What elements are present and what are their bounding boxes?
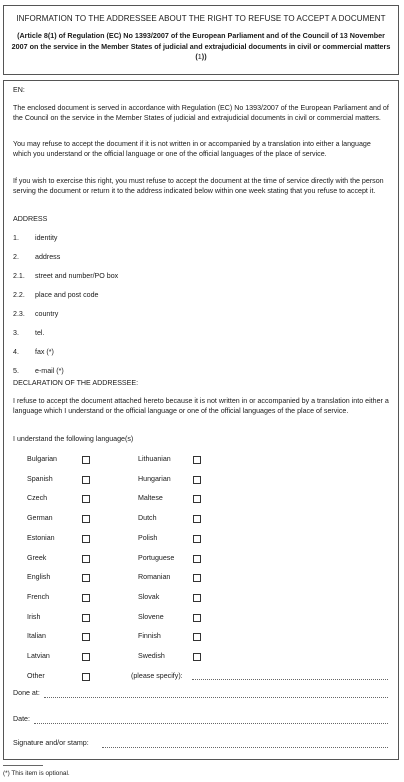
signature-label: Signature and/or stamp: <box>13 739 89 747</box>
language-checkbox-right[interactable] <box>193 594 201 602</box>
address-item-label: place and post code <box>35 291 99 299</box>
language-label-left: Irish <box>27 612 41 621</box>
language-label-left: Greek <box>27 553 47 562</box>
language-checkbox-left[interactable] <box>82 653 90 661</box>
language-checkbox-right[interactable] <box>193 633 201 641</box>
header-box <box>3 5 399 75</box>
language-label-left: Czech <box>27 494 48 503</box>
date-label: Date: <box>13 715 30 723</box>
address-item-number: 3. <box>13 329 19 337</box>
language-label-right: Slovak <box>138 592 160 601</box>
paragraph-exercise-right: If you wish to exercise this right, you must refuse to accept the document at the time of service directly with the person serving the document or return it to the address indicated below within one week stating that you refuse to accept it. <box>13 177 384 195</box>
language-label-left: Estonian <box>27 533 55 542</box>
language-checkbox-left[interactable] <box>82 515 90 523</box>
language-label-left: English <box>27 573 51 582</box>
language-checkbox-left[interactable] <box>82 456 90 464</box>
address-item-label: tel. <box>35 329 45 337</box>
done-at-label: Done at: <box>13 689 40 697</box>
language-checkbox-left[interactable] <box>82 476 90 484</box>
address-item-label: address <box>35 253 61 261</box>
language-code: EN: <box>13 86 25 94</box>
language-label-right: Dutch <box>138 514 157 523</box>
language-label-left: Bulgarian <box>27 455 57 463</box>
language-checkbox-left[interactable] <box>82 673 90 681</box>
footnote: (*) This item is optional. <box>3 770 70 777</box>
language-label-left: Other <box>27 671 45 680</box>
footnote-rule <box>3 765 43 766</box>
language-label-left: Italian <box>27 632 46 641</box>
language-checkbox-left[interactable] <box>82 535 90 543</box>
language-checkbox-left[interactable] <box>82 633 90 641</box>
language-checkbox-left[interactable] <box>82 555 90 563</box>
address-item-number: 2.1. <box>13 272 25 280</box>
language-checkbox-right[interactable] <box>193 495 201 503</box>
other-specify-label: (please specify): <box>131 672 183 680</box>
address-item-label: identity <box>35 234 58 242</box>
language-label-left: Spanish <box>27 474 53 483</box>
subtitle-text: (Article 8(1) of Regulation (EC) No 1393/2007 of the European Parliament and of the Council of 13 November 2007 on the service in the Member States of judicial and extrajudicial documents in civil or commercial matters ( <box>11 31 391 61</box>
language-label-right: Lithuanian <box>138 455 171 463</box>
signature-field[interactable] <box>102 747 388 748</box>
address-item-number: 2. <box>13 253 19 261</box>
language-checkbox-right[interactable] <box>193 555 201 563</box>
declaration-text: I refuse to accept the document attached hereto because it is not written in or accompanied by a translation into either a language which I understand or the official language or one of the official languages of the place of service. <box>13 397 389 415</box>
language-label-left: Latvian <box>27 652 50 660</box>
address-item-label: country <box>35 310 59 318</box>
address-heading: ADDRESS <box>13 215 48 223</box>
language-checkbox-right[interactable] <box>193 515 201 523</box>
other-specify-field[interactable] <box>192 679 388 680</box>
language-checkbox-left[interactable] <box>82 614 90 622</box>
address-item-label: e-mail (*) <box>35 367 64 375</box>
language-checkbox-right[interactable] <box>193 653 201 661</box>
address-item-label: street and number/PO box <box>35 272 119 280</box>
address-item-number: 2.3. <box>13 310 25 318</box>
paragraph-may-refuse: You may refuse to accept the document if it is not written in or accompanied by a translation into either a language which you understand or the official language or one of the official languages of the place of service. <box>13 140 371 158</box>
language-checkbox-left[interactable] <box>82 594 90 602</box>
language-checkbox-right[interactable] <box>193 535 201 543</box>
language-checkbox-right[interactable] <box>193 574 201 582</box>
subtitle-end: )) <box>201 52 207 61</box>
paragraph-served: The enclosed document is served in accordance with Regulation (EC) No 1393/2007 of the European Parliament and of the Council on the service in the Member States of judicial and extrajudicial documents in civil or commercial matters. <box>13 104 389 122</box>
language-label-right: Finnish <box>138 632 161 641</box>
language-checkbox-left[interactable] <box>82 495 90 503</box>
address-item-number: 2.2. <box>13 291 25 299</box>
form-title: INFORMATION TO THE ADDRESSEE ABOUT THE RIGHT TO REFUSE TO ACCEPT A DOCUMENT <box>16 14 386 23</box>
footnote-ref: 1 <box>197 52 202 61</box>
language-label-left: German <box>27 514 53 523</box>
form-subtitle <box>10 31 392 63</box>
address-item-label: fax (*) <box>35 348 54 356</box>
address-item-number: 5. <box>13 367 19 375</box>
language-label-right: Slovene <box>138 612 164 621</box>
language-label-right: Portuguese <box>138 553 175 562</box>
language-checkbox-left[interactable] <box>82 574 90 582</box>
declaration-heading: DECLARATION OF THE ADDRESSEE: <box>13 379 139 387</box>
language-checkbox-right[interactable] <box>193 456 201 464</box>
language-checkbox-right[interactable] <box>193 614 201 622</box>
language-label-left: French <box>27 592 50 601</box>
language-label-right: Swedish <box>138 652 165 660</box>
language-label-right: Hungarian <box>138 474 171 483</box>
date-field[interactable] <box>34 723 388 724</box>
form-body <box>3 80 399 760</box>
language-label-right: Romanian <box>138 573 171 582</box>
language-label-right: Polish <box>138 533 158 542</box>
address-item-number: 4. <box>13 348 19 356</box>
address-item-number: 1. <box>13 234 19 242</box>
done-at-field[interactable] <box>44 697 388 698</box>
language-label-right: Maltese <box>138 494 163 503</box>
language-checkbox-right[interactable] <box>193 476 201 484</box>
languages-intro: I understand the following language(s) <box>13 435 134 443</box>
